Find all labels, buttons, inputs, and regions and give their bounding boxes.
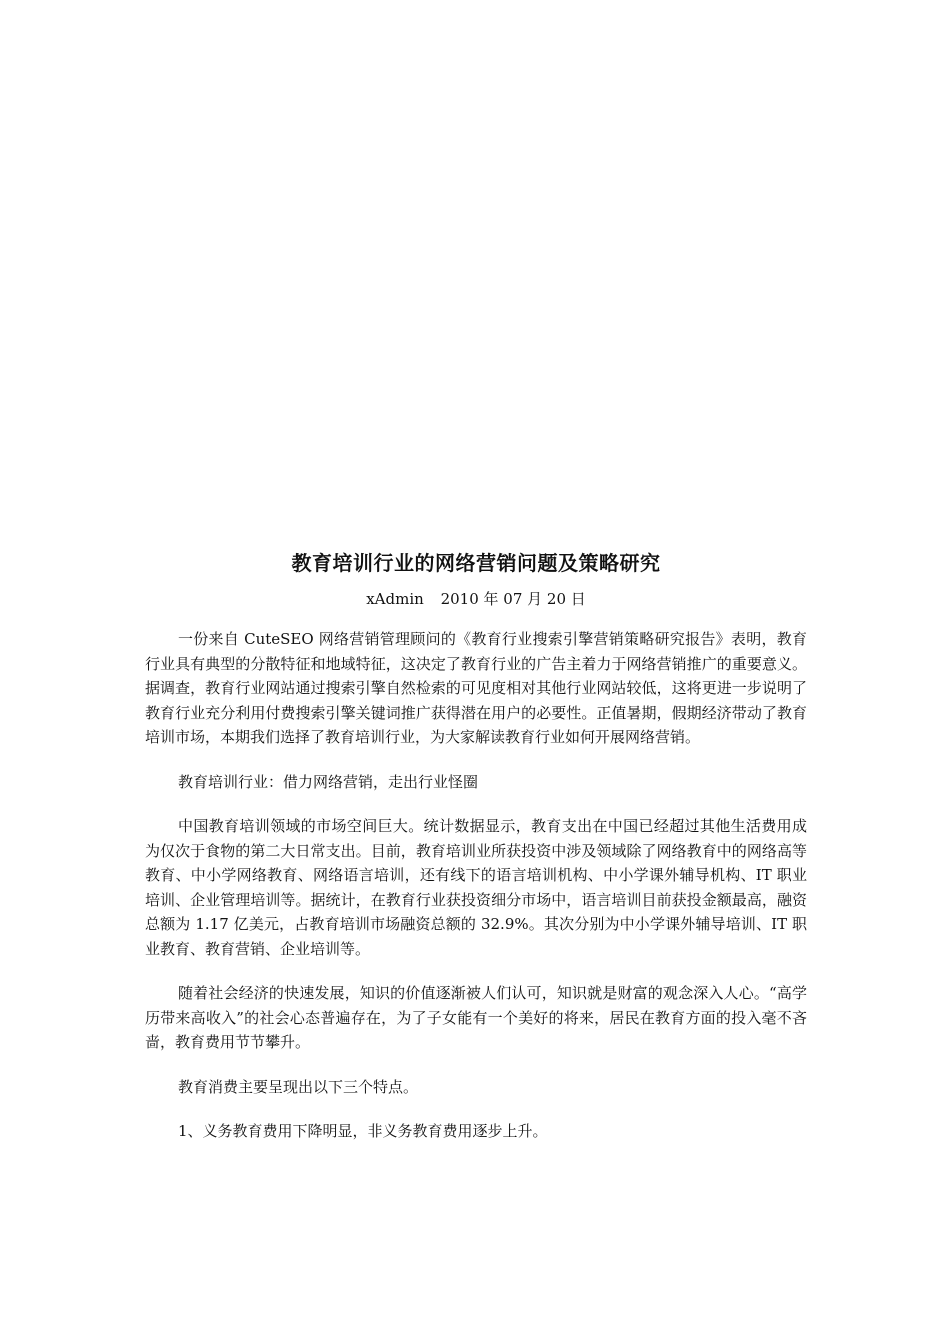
paragraph-features-intro: 教育消费主要呈现出以下三个特点。 [178,1077,419,1096]
publish-date: 2010 年 07 月 20 日 [440,590,586,608]
paragraph-society: 随着社会经济的快速发展，知识的价值逐渐被人们认可，知识就是财富的观念深入人心。“高学历带来高收入”的社会心态普遍存在，为了子女能有一个美好的将来，居民在教育方面的投入毫不吝啬，教育费用节节攀升。 [145,984,807,1051]
paragraph-intro: 一份来自 CuteSEO 网络营销管理顾问的《教育行业搜索引擎营销策略研究报告》表明，教育行业具有典型的分散特征和地域特征，这决定了教育行业的广告主着力于网络营销推广的重要意义。据调查，教育行业网站通过搜索引擎自然检索的可见度相对其他行业网站较低，这将更进一步说明了教育行业充分利用付费搜索引擎关键词推广获得潜在用户的必要性。正值暑期，假期经济带动了教育培训市场，本期我们选择了教育培训行业，为大家解读教育行业如何开展网络营销。 [145,630,807,746]
paragraph-section-heading: 教育培训行业：借力网络营销，走出行业怪圈 [178,772,479,791]
paragraph-feature-1: 1、义务教育费用下降明显，非义务教育费用逐步上升。 [178,1122,548,1140]
article [145,548,807,1144]
byline [145,588,807,610]
author-name: xAdmin [366,590,424,608]
paragraph-market: 中国教育培训领域的市场空间巨大。统计数据显示，教育支出在中国已经超过其他生活费用成为仅次于食物的第二大日常支出。目前，教育培训业所获投资中涉及领域除了网络教育中的网络高等教育、中小学网络教育、网络语言培训，还有线下的语言培训机构、中小学课外辅导机构、IT 职业培训、企业管理培训等。据统计，在教育行业获投资细分市场中，语言培训目前获投金额最高，融资总额为 1.17 亿美元，占教育培训市场融资总额的 32.9%。其次分别为中小学课外辅导培训、IT 职业教育、教育营销、企业培训等。 [145,817,807,958]
article-title: 教育培训行业的网络营销问题及策略研究 [291,551,661,575]
